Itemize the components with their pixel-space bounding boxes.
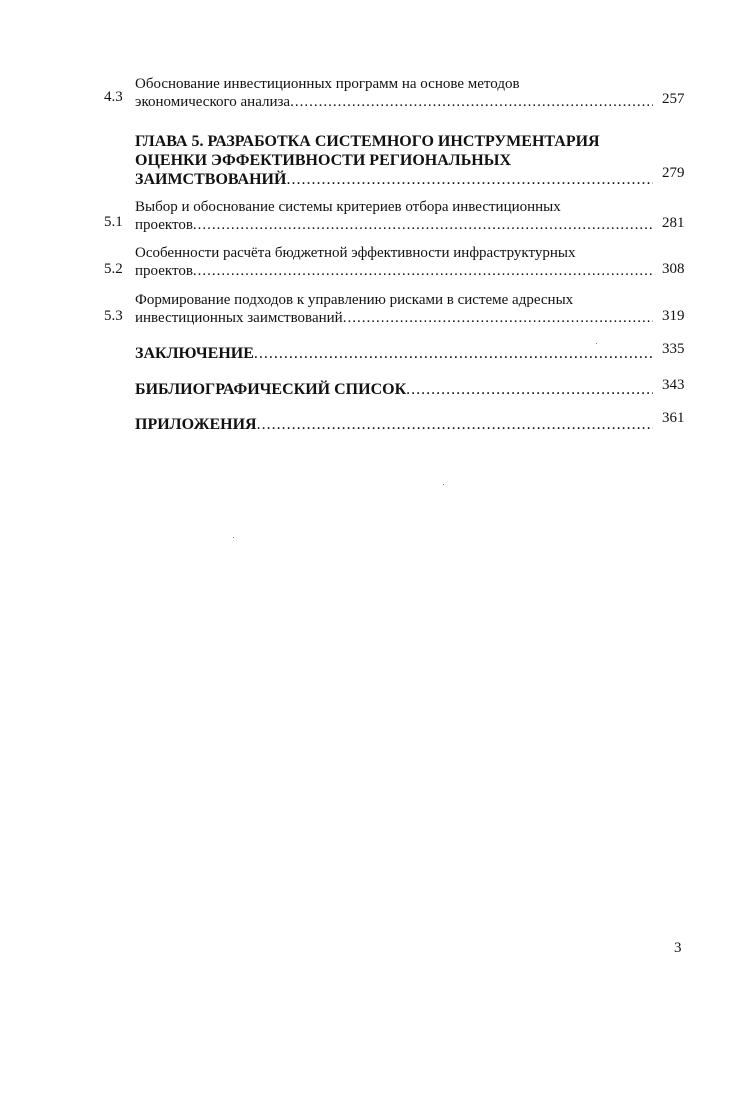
section-heading [135, 344, 653, 363]
page-ref: 308 [662, 261, 685, 277]
heading-with-leader [135, 415, 653, 434]
dot-leader [257, 415, 653, 434]
dot-leader [193, 216, 653, 234]
entry-title [135, 198, 653, 234]
section-number: 5.3 [104, 308, 123, 324]
dot-leader [193, 262, 653, 280]
page-ref: 257 [662, 91, 685, 107]
entry-title-text: проектов [135, 263, 193, 279]
entry-title [135, 75, 653, 111]
page-ref: 319 [662, 308, 685, 324]
entry-title-line-with-leader [135, 309, 653, 327]
section-heading [135, 380, 653, 399]
entry-title-text: проектов [135, 217, 193, 233]
entry-title-line: Обоснование инвестиционных программ на основе методов [135, 76, 520, 92]
heading-with-leader [135, 380, 653, 399]
dot-leader [254, 344, 653, 363]
entry-title-line-with-leader [135, 216, 653, 234]
page-ref: 279 [662, 165, 685, 181]
scan-speck [233, 537, 234, 538]
page-ref: 335 [662, 341, 685, 357]
chapter-title-line-with-leader [135, 170, 653, 189]
heading-with-leader [135, 344, 653, 363]
heading-text: ЗАКЛЮЧЕНИЕ [135, 345, 254, 362]
section-heading [135, 415, 653, 434]
entry-title-line: Особенности расчёта бюджетной эффективности инфраструктурных [135, 245, 576, 261]
entry-title-text: инвестиционных заимствований [135, 310, 343, 326]
page-ref: 361 [662, 410, 685, 426]
dot-leader [406, 380, 653, 399]
chapter-title-line: ГЛАВА 5. РАЗРАБОТКА СИСТЕМНОГО ИНСТРУМЕНТАРИЯ [135, 133, 600, 150]
scan-speck [443, 484, 444, 485]
dot-leader [290, 93, 653, 111]
page-ref: 281 [662, 215, 685, 231]
chapter-title-line: ОЦЕНКИ ЭФФЕКТИВНОСТИ РЕГИОНАЛЬНЫХ [135, 152, 512, 169]
entry-title-text: экономического анализа [135, 94, 291, 110]
entry-title [135, 244, 653, 280]
entry-title-line: Выбор и обоснование системы критериев отбора инвестиционных [135, 199, 561, 215]
section-number: 5.1 [104, 214, 123, 230]
heading-text: ПРИЛОЖЕНИЯ [135, 416, 257, 433]
entry-title-line-with-leader [135, 93, 653, 111]
dot-leader [343, 309, 653, 327]
entry-title [135, 291, 653, 327]
section-number: 5.2 [104, 261, 123, 277]
scan-speck [596, 343, 597, 344]
dot-leader [286, 170, 653, 189]
page-number: 3 [674, 940, 682, 956]
section-number: 4.3 [104, 89, 123, 105]
chapter-title [135, 132, 653, 189]
chapter-title-text: ЗАИМСТВОВАНИЙ [135, 171, 287, 188]
entry-title-line: Формирование подходов к управлению рисками в системе адресных [135, 292, 574, 308]
entry-title-line-with-leader [135, 262, 653, 280]
page-ref: 343 [662, 377, 685, 393]
heading-text: БИБЛИОГРАФИЧЕСКИЙ СПИСОК [135, 381, 407, 398]
